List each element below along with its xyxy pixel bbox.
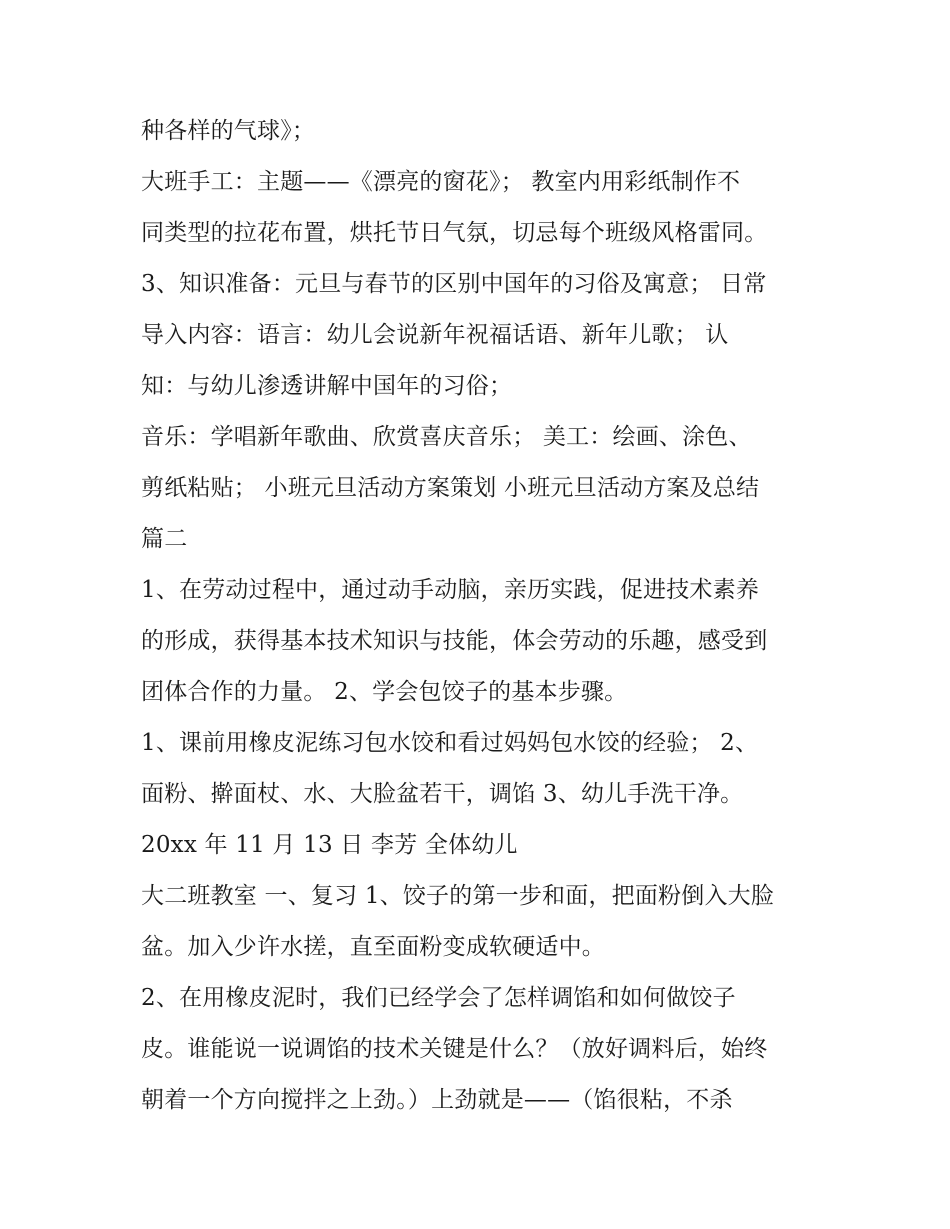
text-line: 导入内容：语言：幼儿会说新年祝福话语、新年儿歌； 认 [141,322,729,348]
text-line: 3、知识准备：元旦与春节的区别中国年的习俗及寓意； 日常 [141,271,767,297]
document-text-body [141,106,821,1126]
text-line: 朝着一个方向搅拌之上劲。）上劲就是——（馅很粘，不杀 [141,1087,733,1113]
text-line: 20xx 年 11 月 13 日 李芳 全体幼儿 [141,832,518,858]
text-line: 面粉、擀面杖、水、大脸盆若干，调馅 3、幼儿手洗干净。 [141,781,744,807]
text-line: 2、在用橡皮泥时，我们已经学会了怎样调馅和如何做饺子 [141,985,736,1011]
text-line: 团体合作的力量。 2、学会包饺子的基本步骤。 [141,679,628,705]
text-line: 的形成，获得基本技术知识与技能，体会劳动的乐趣，感受到 [141,628,768,654]
text-line: 剪纸粘贴； 小班元旦活动方案策划 小班元旦活动方案及总结 [141,475,760,501]
text-line: 大班手工：主题——《漂亮的窗花》； 教室内用彩纸制作不 [141,169,741,195]
text-line: 同类型的拉花布置，烘托节日气氛，切忌每个班级风格雷同。 [141,220,768,246]
text-line: 盆。加入少许水搓，直至面粉变成软硬适中。 [141,934,605,960]
text-line: 大二班教室 一、复习 1、饺子的第一步和面，把面粉倒入大脸 [141,883,775,909]
text-line: 知：与幼儿渗透讲解中国年的习俗； [141,373,513,399]
text-line: 皮。谁能说一说调馅的技术关键是什么？（放好调料后，始终 [141,1036,768,1062]
section-heading: 篇二 [141,526,188,552]
text-line: 种各样的气球》； [141,118,316,144]
text-line: 1、课前用橡皮泥练习包水饺和看过妈妈包水饺的经验； 2、 [141,730,759,756]
text-line: 1、在劳动过程中，通过动手动脑，亲历实践，促进技术素养 [141,577,760,603]
text-line: 音乐：学唱新年歌曲、欣赏喜庆音乐； 美工：绘画、涂色、 [141,424,752,450]
